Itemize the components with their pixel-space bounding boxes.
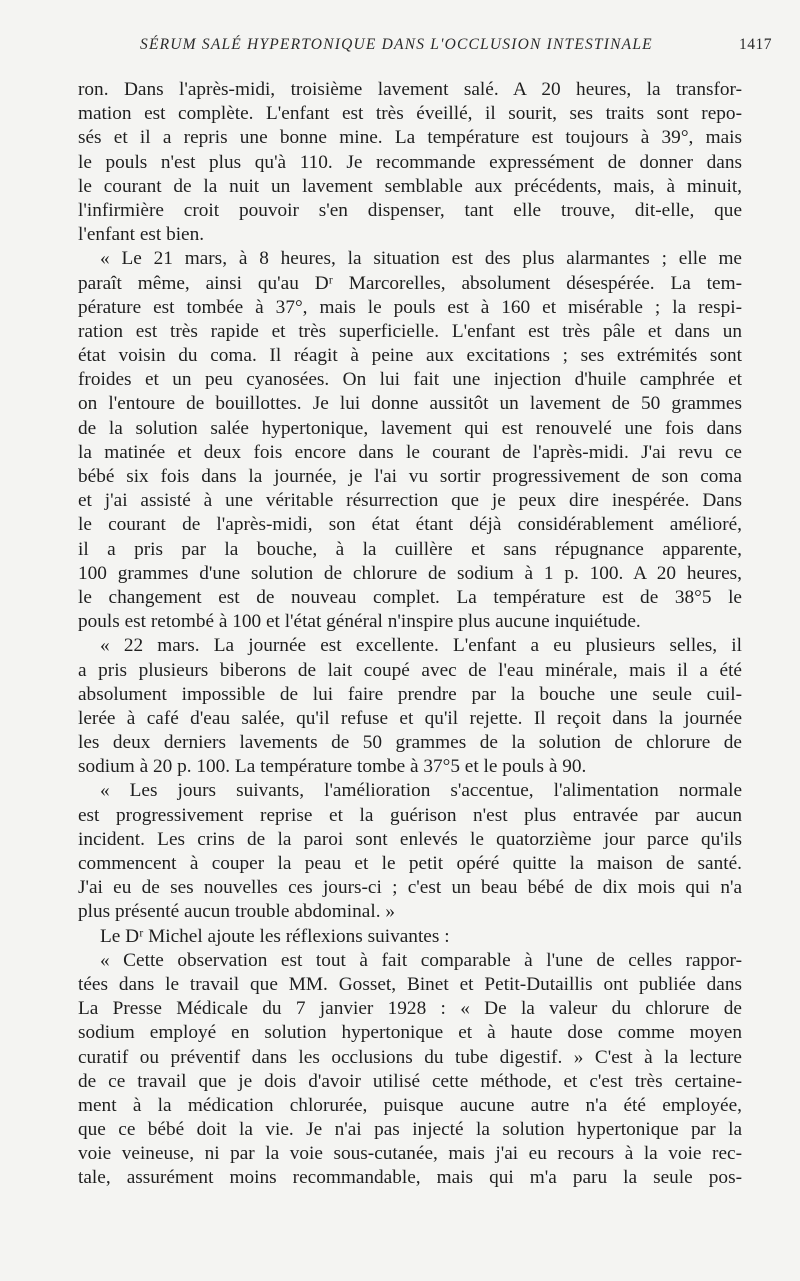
text-line: est progressivement reprise et la guérison n'est plus entravée par aucun xyxy=(78,804,742,826)
text-line: la matinée et deux fois encore dans le courant de l'après-midi. J'ai revu ce xyxy=(78,441,742,463)
text-line: le courant de l'après-midi, son état étant déjà considérablement amélioré, xyxy=(78,514,742,536)
text-line: ment à la médication chlorurée, puisque aucune autre n'a été employée, xyxy=(78,1094,742,1116)
text-line: bébé six fois dans la journée, je l'ai vu sortir progressivement de son coma xyxy=(78,466,742,487)
text-line: les deux derniers lavements de 50 grammes de la solution de chlorure de xyxy=(78,732,742,754)
text-line: pouls est retombé à 100 et l'état général n'inspire plus aucune inquiétude. xyxy=(78,611,641,633)
text-line: le changement est de nouveau complet. La température est de 38°5 le xyxy=(78,586,742,608)
text-line: curatif ou préventif dans les occlusions du tube digestif. » C'est à la lecture xyxy=(78,1046,742,1068)
text-line: « Les jours suivants, l'amélioration s'accentue, l'alimentation normale xyxy=(100,780,742,802)
text-line: que ce bébé doit la vie. Je n'ai pas injecté la solution hypertonique par la xyxy=(78,1119,742,1141)
text-line: sés et il a repris une bonne mine. La température est toujours à 39°, mais xyxy=(78,127,742,149)
text-line: lerée à café d'eau salée, qu'il refuse et qu'il rejette. Il reçoit dans la journée xyxy=(78,707,742,729)
text-line: incident. Les crins de la paroi sont enlevés le quatorzième jour parce qu'ils xyxy=(78,828,742,850)
text-line: J'ai eu de ses nouvelles ces jours-ci ; c'est un beau bébé de dix mois qui n'a xyxy=(78,877,742,899)
running-header xyxy=(140,36,772,54)
text-line: il a pris par la bouche, à la cuillère et sans répugnance apparente, xyxy=(78,538,742,560)
text-line: voie veineuse, ni par la voie sous-cutanée, mais j'ai eu recours à la voie rec- xyxy=(78,1143,742,1165)
text-line: le courant de la nuit un lavement semblable aux précédents, mais, à minuit, xyxy=(78,175,742,197)
text-line: froides et un peu cyanosées. On lui fait une injection d'huile camphrée et xyxy=(78,369,742,391)
text-line: de ce travail que je dois d'avoir utilisé cette méthode, et c'est très certaine- xyxy=(78,1070,742,1092)
text-line: et j'ai assisté à une véritable résurrection que je peux dire inespérée. Dans xyxy=(78,490,742,512)
text-line: ration est très rapide et très superficielle. L'enfant est très pâle et dans un xyxy=(78,320,742,342)
text-line: de la solution salée hypertonique, lavement qui est renouvelé une fois dans xyxy=(78,417,742,439)
text-line: ron. Dans l'après-midi, troisième lavement salé. A 20 heures, la transfor- xyxy=(78,79,742,100)
text-line: sodium à 20 p. 100. La température tombe à 37°5 et le pouls à 90. xyxy=(78,756,587,778)
text-line: Le Dʳ Michel ajoute les réflexions suivantes : xyxy=(100,925,450,947)
text-line: a pris plusieurs biberons de lait coupé avec de l'eau minérale, mais il a été xyxy=(78,659,742,681)
text-line: paraît même, ainsi qu'au Dʳ Marcorelles, absolument désespérée. La tem- xyxy=(78,272,742,294)
text-line: absolument impossible de lui faire prendre par la bouche une seule cuil- xyxy=(78,683,742,705)
body-text xyxy=(78,78,742,1191)
text-line: La Presse Médicale du 7 janvier 1928 : « De la valeur du chlorure de xyxy=(78,998,742,1020)
running-title: SÉRUM SALÉ HYPERTONIQUE DANS L'OCCLUSION INTESTINALE xyxy=(140,36,653,53)
text-line: « 22 mars. La journée est excellente. L'enfant a eu plusieurs selles, il xyxy=(100,635,742,657)
text-line: commencent à couper la peau et le petit opéré quitte la maison de santé. xyxy=(78,853,742,874)
text-line: on l'entoure de bouillottes. Je lui donne aussitôt un lavement de 50 grammes xyxy=(78,393,742,415)
text-line: le pouls n'est plus qu'à 110. Je recommande expressément de donner dans xyxy=(78,151,742,173)
text-line: état voisin du coma. Il réagit à peine aux excitations ; ses extrémités sont xyxy=(78,345,742,367)
page-number: 1417 xyxy=(739,36,772,53)
text-line: « Cette observation est tout à fait comparable à l'une de celles rappor- xyxy=(100,949,742,971)
text-line: « Le 21 mars, à 8 heures, la situation est des plus alarmantes ; elle me xyxy=(100,248,742,270)
text-line: pérature est tombée à 37°, mais le pouls est à 160 et misérable ; la respi- xyxy=(78,296,742,318)
text-line: 100 grammes d'une solution de chlorure de sodium à 1 p. 100. A 20 heures, xyxy=(78,562,742,584)
text-line: mation est complète. L'enfant est très éveillé, il sourit, ses traits sont repo- xyxy=(78,103,742,125)
text-line: plus présenté aucun trouble abdominal. » xyxy=(78,901,395,923)
text-line: l'enfant est bien. xyxy=(78,224,205,246)
text-line: tées dans le travail que MM. Gosset, Binet et Petit-Dutaillis ont publiée dans xyxy=(78,973,742,995)
text-line: sodium employé en solution hypertonique et à haute dose comme moyen xyxy=(78,1022,742,1044)
text-line: l'infirmière croit pouvoir s'en dispenser, tant elle trouve, dit-elle, que xyxy=(78,199,742,221)
text-line: tale, assurément moins recommandable, mais qui m'a paru la seule pos- xyxy=(78,1167,742,1189)
